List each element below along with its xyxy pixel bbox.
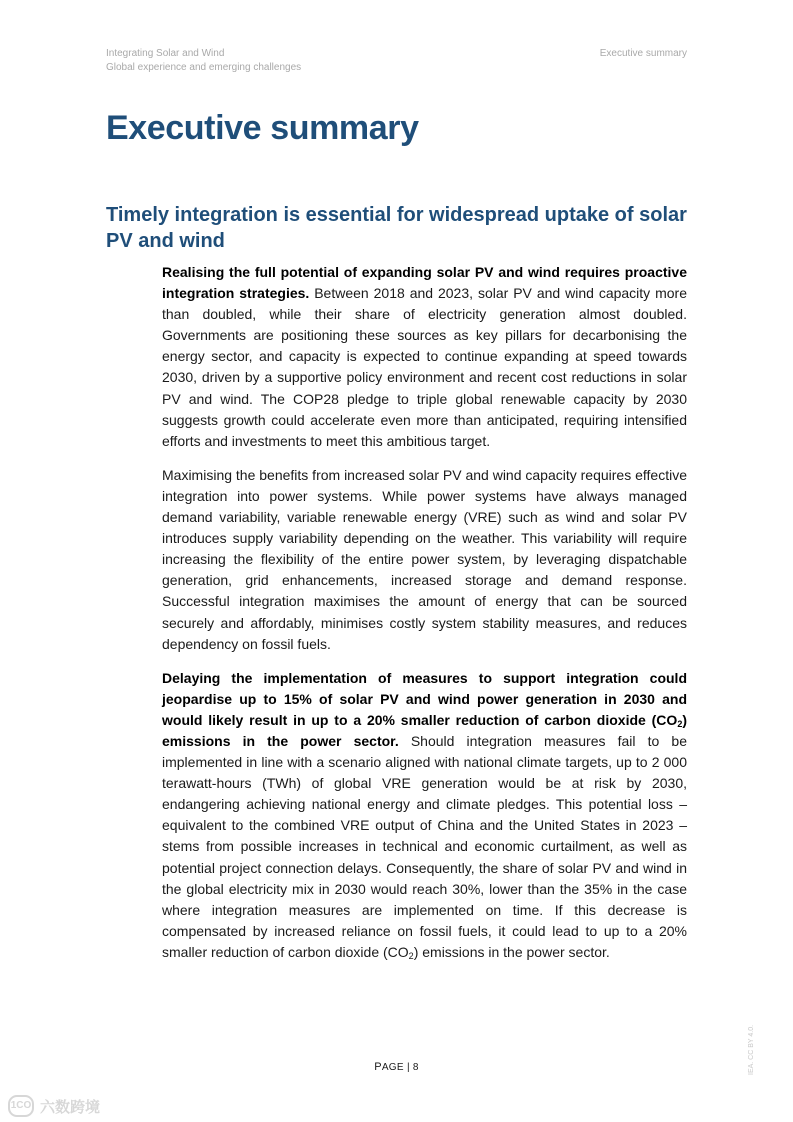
body-text xyxy=(162,262,687,976)
paragraph-3-lead-part: Delaying the implementation of measures to support integration could jeopardise up to 15% of solar PV and wind power generation in 2030 and would likely result in up to a 20% smaller reduction of carbon dioxide (CO xyxy=(162,669,687,728)
running-header-left xyxy=(106,47,301,75)
page-label-rest: AGE xyxy=(381,1062,404,1073)
watermark xyxy=(8,1095,100,1117)
page-number xyxy=(0,1061,793,1073)
copyright-notice: IEA. CC BY 4.0. xyxy=(748,1024,755,1075)
paragraph-3 xyxy=(162,668,687,963)
paragraph-1 xyxy=(162,262,687,452)
co2-subscript: 2 xyxy=(408,950,414,961)
watermark-text: 六数跨境 xyxy=(40,1098,101,1116)
paragraph-2 xyxy=(162,465,687,655)
report-title: Integrating Solar and Wind xyxy=(106,48,225,59)
paragraph-1-lead: Realising the full potential of expanding solar PV and wind requires proactive integration strategies. xyxy=(162,264,687,302)
page-title: Executive summary xyxy=(106,109,419,147)
page-number-value: 8 xyxy=(412,1062,419,1073)
paragraph-3-text-end: ) emissions in the power sector. xyxy=(413,943,610,960)
running-header-section: Executive summary xyxy=(599,48,687,59)
section-heading: Timely integration is essential for widespread uptake of solar PV and wind xyxy=(106,204,687,252)
report-subtitle: Global experience and emerging challenges xyxy=(106,62,302,73)
paragraph-3-lead-end: ) emissions in the power sector. xyxy=(162,711,687,749)
paragraph-2-text: Maximising the benefits from increased solar PV and wind capacity requires effective integration into power systems. While power systems have always managed demand variability, variable renewable energy (VRE) such as wind and solar PV introduces supply variability depending on the weather. This variability will require increasing the flexibility of the entire power system, by leveraging dispatchable generation, grid enhancements, increased storage and demand response. Successful integration maximises the amount of energy that can be sourced securely and affordably, minimises costly system stability measures, and reduces dependency on fossil fuels. xyxy=(162,466,687,652)
watermark-logo-icon: 1CO xyxy=(8,1095,34,1117)
paragraph-3-text: Should integration measures fail to be implemented in line with a scenario aligned with national climate targets, up to 2 000 terawatt-hours (TWh) of global VRE generation would be at risk by 2030, endangering achieving national energy and climate pledges. This potential loss – equivalent to the combined VRE output of China and the United States in 2023 – stems from possible increases in technical and economic curtailment, as well as potential project connection delays. Consequently, the share of solar PV and wind in the global electricity mix in 2030 would reach 30%, lower than the 35% in the case where integration measures are implemented on time. If this decrease is compensated by increased reliance on fossil fuels, it could lead to up to a 20% smaller reduction of carbon dioxide (CO xyxy=(162,732,687,960)
co2-subscript: 2 xyxy=(677,718,683,729)
page-label-initial: P xyxy=(374,1061,382,1073)
paragraph-1-text: Between 2018 and 2023, solar PV and wind capacity more than doubled, while their share of electricity generation almost doubled. Governments are positioning these sources as key pillars for decarbonising the energy sector, and capacity is expected to continue expanding at speed towards 2030, driven by a supportive policy environment and recent cost reductions in solar PV and wind. The COP28 pledge to triple global renewable capacity by 2030 suggests growth could accelerate even more than anticipated, requiring intensified efforts and investments to meet this ambitious target. xyxy=(162,285,687,449)
page-separator: | xyxy=(403,1062,413,1073)
